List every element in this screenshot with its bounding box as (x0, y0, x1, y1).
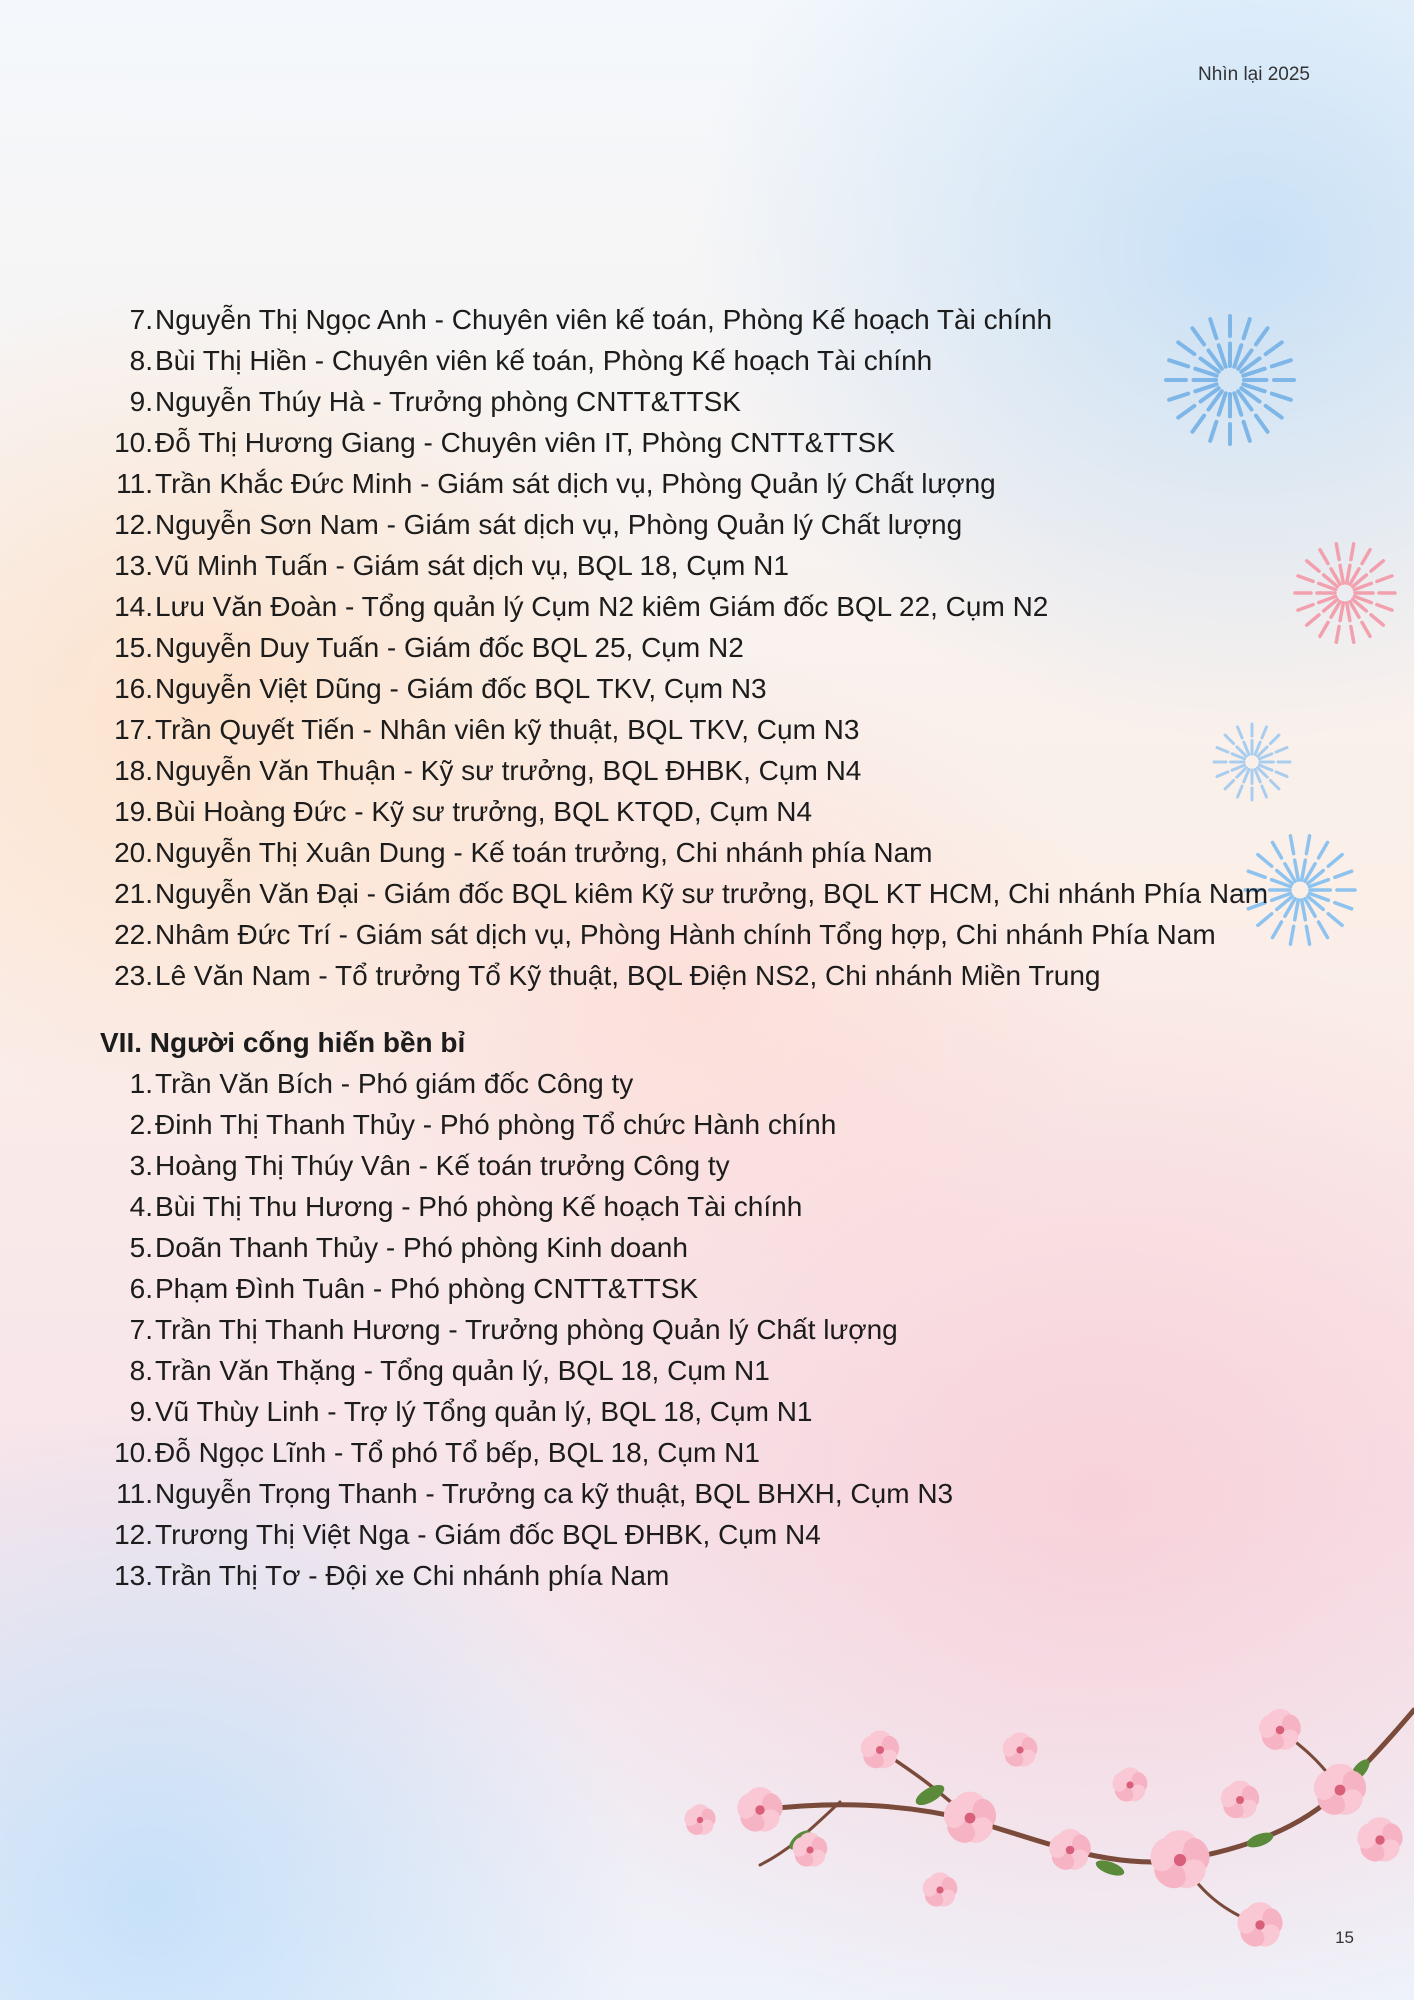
list-item (100, 1309, 1310, 1350)
item-text: Lưu Văn Đoàn - Tổng quản lý Cụm N2 kiêm Giám đốc BQL 22, Cụm N2 (155, 591, 1049, 622)
item-number: 12. (114, 1519, 153, 1550)
blossom-flower (1354, 1817, 1406, 1866)
firework-ray (1371, 615, 1383, 625)
item-number: 7. (129, 1314, 153, 1345)
list-item (100, 668, 1310, 709)
item-number: 16. (114, 673, 153, 704)
firework-ray (1362, 550, 1370, 564)
firework-ray (1377, 576, 1392, 582)
item-number: 19. (114, 796, 153, 827)
item-number: 1. (129, 1068, 153, 1099)
award-list-continued (100, 299, 1310, 996)
firework-ray (1347, 603, 1350, 621)
item-text: Nguyễn Duy Tuấn - Giám đốc BQL 25, Cụm N2 (155, 632, 744, 663)
item-text: Bùi Hoàng Đức - Kỹ sư trưởng, BQL KTQD, Cụm N4 (155, 796, 813, 827)
item-text: Nguyễn Thị Xuân Dung - Kế toán trưởng, Chi nhánh phía Nam (155, 837, 933, 868)
list-item (100, 873, 1310, 914)
list-item (100, 340, 1310, 381)
firework-ray (1336, 544, 1339, 560)
dedication-list (100, 1063, 1310, 1596)
cherry-blossom-branch-icon (640, 1690, 1414, 1950)
item-text: Trần Văn Thặng - Tổng quản lý, BQL 18, Cụm N1 (155, 1355, 770, 1386)
firework-ray (1319, 842, 1328, 858)
item-number: 8. (129, 1355, 153, 1386)
list-item (100, 381, 1310, 422)
item-number: 13. (114, 550, 153, 581)
blossom-flower (1218, 1781, 1262, 1823)
section-heading: VII. Người cống hiến bền bỉ (100, 1027, 466, 1058)
firework-ray (1320, 622, 1328, 636)
page-number: 15 (1335, 1928, 1354, 1947)
item-number: 10. (114, 1437, 153, 1468)
firework-ray (1362, 622, 1370, 636)
item-text: Lê Văn Nam - Tổ trưởng Tổ Kỹ thuật, BQL Điện NS2, Chi nhánh Miền Trung (155, 960, 1101, 991)
item-text: Nguyễn Việt Dũng - Giám đốc BQL TKV, Cụm N3 (155, 673, 767, 704)
firework-ray (1336, 627, 1339, 643)
item-number: 17. (114, 714, 153, 745)
item-text: Nguyễn Thị Ngọc Anh - Chuyên viên kế toán, Phòng Kế hoạch Tài chính (155, 304, 1053, 335)
item-text: Đỗ Ngọc Lĩnh - Tổ phó Tổ bếp, BQL 18, Cụm N1 (155, 1437, 760, 1468)
list-item (100, 709, 1310, 750)
item-number: 11. (116, 1478, 153, 1509)
list-item (100, 627, 1310, 668)
list-item (100, 463, 1310, 504)
firework-ray (1347, 565, 1350, 583)
item-number: 20. (114, 837, 153, 868)
document-body (100, 299, 1310, 1596)
list-item (100, 586, 1310, 627)
firework-ray (1351, 627, 1354, 643)
item-number: 9. (129, 386, 153, 417)
list-item (100, 1268, 1310, 1309)
blossom-flower (1000, 1732, 1040, 1770)
item-number: 8. (129, 345, 153, 376)
firework-ray (1320, 550, 1328, 564)
item-text: Nguyễn Thúy Hà - Trưởng phòng CNTT&TTSK (155, 386, 741, 417)
item-number: 22. (114, 919, 153, 950)
item-text: Bùi Thị Thu Hương - Phó phòng Kế hoạch Tài chính (155, 1191, 803, 1222)
blossom-flower (1234, 1902, 1286, 1950)
list-item (100, 299, 1310, 340)
item-number: 4. (129, 1191, 153, 1222)
blossom-flower (920, 1872, 960, 1910)
firework-ray (1328, 855, 1342, 867)
list-item (100, 1350, 1310, 1391)
item-number: 18. (114, 755, 153, 786)
item-text: Trần Thị Thanh Hương - Trưởng phòng Quản lý Chất lượng (155, 1314, 898, 1345)
item-number: 7. (129, 304, 153, 335)
item-number: 14. (114, 591, 153, 622)
item-number: 11. (116, 468, 153, 499)
item-text: Trương Thị Việt Nga - Giám đốc BQL ĐHBK, Cụm N4 (155, 1519, 821, 1550)
item-number: 6. (129, 1273, 153, 1304)
item-text: Vũ Minh Tuấn - Giám sát dịch vụ, BQL 18, Cụm N1 (155, 550, 789, 581)
item-text: Nguyễn Văn Thuận - Kỹ sư trưởng, BQL ĐHBK, Cụm N4 (155, 755, 862, 786)
firework-ray (1335, 871, 1352, 877)
list-item (100, 1555, 1310, 1596)
list-item (100, 1104, 1310, 1145)
firework-ray (1319, 922, 1328, 938)
list-item (100, 791, 1310, 832)
firework-ray (1340, 603, 1343, 621)
blossom-flower (1256, 1709, 1304, 1754)
item-number: 5. (129, 1232, 153, 1263)
list-item (100, 1514, 1310, 1555)
item-number: 23. (114, 960, 153, 991)
list-item (100, 504, 1310, 545)
list-item (100, 1473, 1310, 1514)
list-item (100, 1391, 1310, 1432)
blossom-flower (1046, 1829, 1094, 1874)
blossom-flower (1146, 1830, 1213, 1894)
blossom-flower (1110, 1767, 1150, 1805)
item-text: Đỗ Thị Hương Giang - Chuyên viên IT, Phòng CNTT&TTSK (155, 427, 895, 458)
header-title: Nhìn lại 2025 (1198, 64, 1310, 85)
item-text: Hoàng Thị Thúy Vân - Kế toán trưởng Công ty (155, 1150, 730, 1181)
firework-ray (1377, 605, 1392, 611)
list-item (100, 545, 1310, 586)
item-number: 13. (114, 1560, 153, 1591)
item-text: Trần Khắc Đức Minh - Giám sát dịch vụ, Phòng Quản lý Chất lượng (155, 468, 996, 499)
blossom-flower (734, 1787, 786, 1836)
item-text: Nguyễn Trọng Thanh - Trưởng ca kỹ thuật, BQL BHXH, Cụm N3 (155, 1478, 954, 1509)
list-item (100, 750, 1310, 791)
item-text: Nguyễn Văn Đại - Giám đốc BQL kiêm Kỹ sư trưởng, BQL KT HCM, Chi nhánh Phía Nam (155, 878, 1269, 909)
item-number: 10. (114, 427, 153, 458)
item-text: Doãn Thanh Thủy - Phó phòng Kinh doanh (155, 1232, 688, 1263)
item-number: 3. (129, 1150, 153, 1181)
list-item (100, 832, 1310, 873)
list-item (100, 1063, 1310, 1104)
item-number: 12. (114, 509, 153, 540)
firework-ray (1335, 903, 1352, 909)
item-text: Trần Thị Tơ - Đội xe Chi nhánh phía Nam (155, 1560, 670, 1591)
item-number: 15. (114, 632, 153, 663)
list-item (100, 1145, 1310, 1186)
item-text: Nguyễn Sơn Nam - Giám sát dịch vụ, Phòng Quản lý Chất lượng (155, 509, 963, 540)
item-number: 21. (114, 878, 153, 909)
item-text: Đinh Thị Thanh Thủy - Phó phòng Tổ chức Hành chính (155, 1109, 837, 1140)
item-text: Nhâm Đức Trí - Giám sát dịch vụ, Phòng Hành chính Tổng hợp, Chi nhánh Phía Nam (155, 919, 1216, 950)
firework-ray (1351, 544, 1354, 560)
firework-ray (1371, 561, 1383, 571)
item-text: Trần Quyết Tiến - Nhân viên kỹ thuật, BQL TKV, Cụm N3 (155, 714, 860, 745)
list-item (100, 422, 1310, 463)
firework-ray (1340, 565, 1343, 583)
item-text: Phạm Đình Tuân - Phó phòng CNTT&TTSK (155, 1273, 699, 1304)
list-item (100, 1432, 1310, 1473)
list-item (100, 914, 1310, 955)
list-item (100, 1227, 1310, 1268)
list-item (100, 955, 1310, 996)
list-item (100, 1186, 1310, 1227)
item-number: 2. (129, 1109, 153, 1140)
blossom-flower (682, 1804, 718, 1838)
item-text: Bùi Thị Hiền - Chuyên viên kế toán, Phòng Kế hoạch Tài chính (155, 345, 933, 376)
item-text: Vũ Thùy Linh - Trợ lý Tổng quản lý, BQL 18, Cụm N1 (155, 1396, 813, 1427)
item-text: Trần Văn Bích - Phó giám đốc Công ty (155, 1068, 634, 1099)
item-number: 9. (129, 1396, 153, 1427)
blossom-flower (858, 1731, 902, 1773)
firework-ray (1328, 914, 1342, 926)
